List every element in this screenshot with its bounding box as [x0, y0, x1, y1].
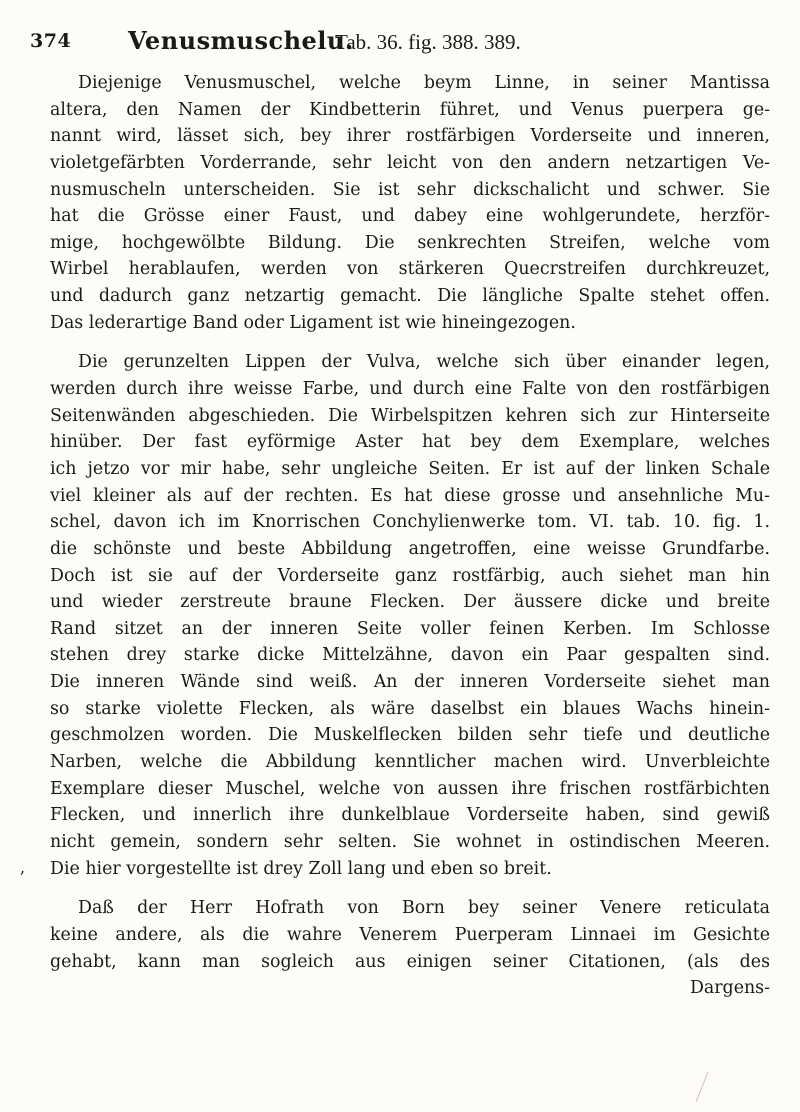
- text-line: Doch ist sie auf der Vorderseite ganz rostfärbig, auch siehet man hin: [50, 565, 770, 586]
- text-line: Daß der Herr Hofrath von Born bey seiner Venere reticulata: [78, 898, 770, 919]
- text-line: Rand sitzet an der inneren Seite voller feinen Kerben. Im Schlosse: [50, 618, 770, 639]
- paragraph-gap: [50, 336, 770, 349]
- paragraph-2: [50, 349, 770, 882]
- text-line: nicht gemein, sondern sehr selten. Sie wohnet in ostindischen Meeren.: [50, 831, 770, 852]
- text-line: Flecken, und innerlich ihre dunkelblaue Vorderseite haben, sind gewiß: [50, 805, 770, 826]
- text-line: ich jetzo vor mir habe, sehr ungleiche Seiten. Er ist auf der linken Schale: [50, 458, 770, 479]
- text-line: Diejenige Venusmuschel, welche beym Linne, in seiner Mantissa: [78, 73, 770, 93]
- text-line: Die hier vorgestellte ist drey Zoll lang und eben so breit.: [50, 858, 552, 879]
- text-line: gehabt, kann man sogleich aus einigen seiner Citationen, (als des: [50, 951, 770, 972]
- text-line: nannt wird, lässet sich, bey ihrer rostfärbigen Vorderseite und inneren,: [50, 126, 770, 147]
- text-line: violetgefärbten Vorderrande, sehr leicht von den andern netzartigen Ve-: [50, 152, 770, 173]
- text-line: geschmolzen worden. Die Muskelflecken bilden sehr tiefe und deutliche: [50, 725, 770, 746]
- text-line: viel kleiner als auf der rechten. Es hat diese grosse und ansehnliche Mu-: [50, 485, 770, 506]
- running-title: Venusmuschelu.: [128, 26, 354, 55]
- text-line: Die inneren Wände sind weiß. An der inneren Vorderseite siehet man: [50, 672, 770, 693]
- catchword: Dargens-: [689, 978, 770, 999]
- body-text: [50, 70, 770, 1002]
- text-line: Das lederartige Band oder Ligament ist wie hineingezogen.: [50, 312, 576, 333]
- text-line: Die gerunzelten Lippen der Vulva, welche sich über einander legen,: [78, 352, 770, 373]
- text-line: werden durch ihre weisse Farbe, und durch eine Falte von den rostfärbigen: [50, 379, 770, 400]
- plate-reference: Tab. 36. fig. 388. 389.: [335, 30, 521, 54]
- text-line: Seitenwänden abgeschieden. Die Wirbelspitzen kehren sich zur Hinterseite: [50, 405, 770, 426]
- paragraph-1: [50, 70, 770, 336]
- paragraph-3: [50, 895, 770, 1002]
- text-line: stehen drey starke dicke Mittelzähne, davon ein Paar gespalten sind.: [50, 645, 770, 666]
- text-line: so starke violette Flecken, als wäre daselbst ein blaues Wachs hinein-: [50, 698, 770, 719]
- page-corner-mark: [688, 1068, 748, 1104]
- text-line: Wirbel herablaufen, werden von stärkeren Quecrstreifen durchkreuzet,: [50, 259, 770, 280]
- text-line: schel, davon ich im Knorrischen Conchylienwerke tom. VI. tab. 10. fig. 1.: [50, 512, 770, 533]
- text-line: nusmuscheln unterscheiden. Sie ist sehr dickschalicht und schwer. Sie: [50, 179, 770, 200]
- text-line: und dadurch ganz netzartig gemacht. Die längliche Spalte stehet offen.: [50, 286, 770, 307]
- text-line: und wieder zerstreute braune Flecken. Der äussere dicke und breite: [50, 592, 770, 613]
- page-header: [30, 24, 730, 58]
- page-number: 374: [30, 30, 72, 52]
- text-line: hat die Grösse einer Faust, und dabey eine wohlgerundete, herzför-: [50, 206, 770, 227]
- margin-marker: ,: [20, 858, 26, 877]
- text-line: altera, den Namen der Kindbetterin führet, und Venus puerpera ge-: [50, 99, 770, 120]
- text-line: Narben, welche die Abbildung kenntlicher machen wird. Unverbleichte: [50, 752, 770, 773]
- text-line: keine andere, als die wahre Venerem Puerperam Linnaei im Gesichte: [50, 924, 770, 945]
- text-line: mige, hochgewölbte Bildung. Die senkrechten Streifen, welche vom: [50, 232, 770, 253]
- paragraph-gap: [50, 882, 770, 895]
- text-line: Exemplare dieser Muschel, welche von aussen ihre frischen rostfärbichten: [50, 778, 770, 799]
- text-line: hinüber. Der fast eyförmige Aster hat bey dem Exemplare, welches: [50, 432, 770, 453]
- text-line: die schönste und beste Abbildung angetroffen, eine weisse Grundfarbe.: [50, 538, 770, 559]
